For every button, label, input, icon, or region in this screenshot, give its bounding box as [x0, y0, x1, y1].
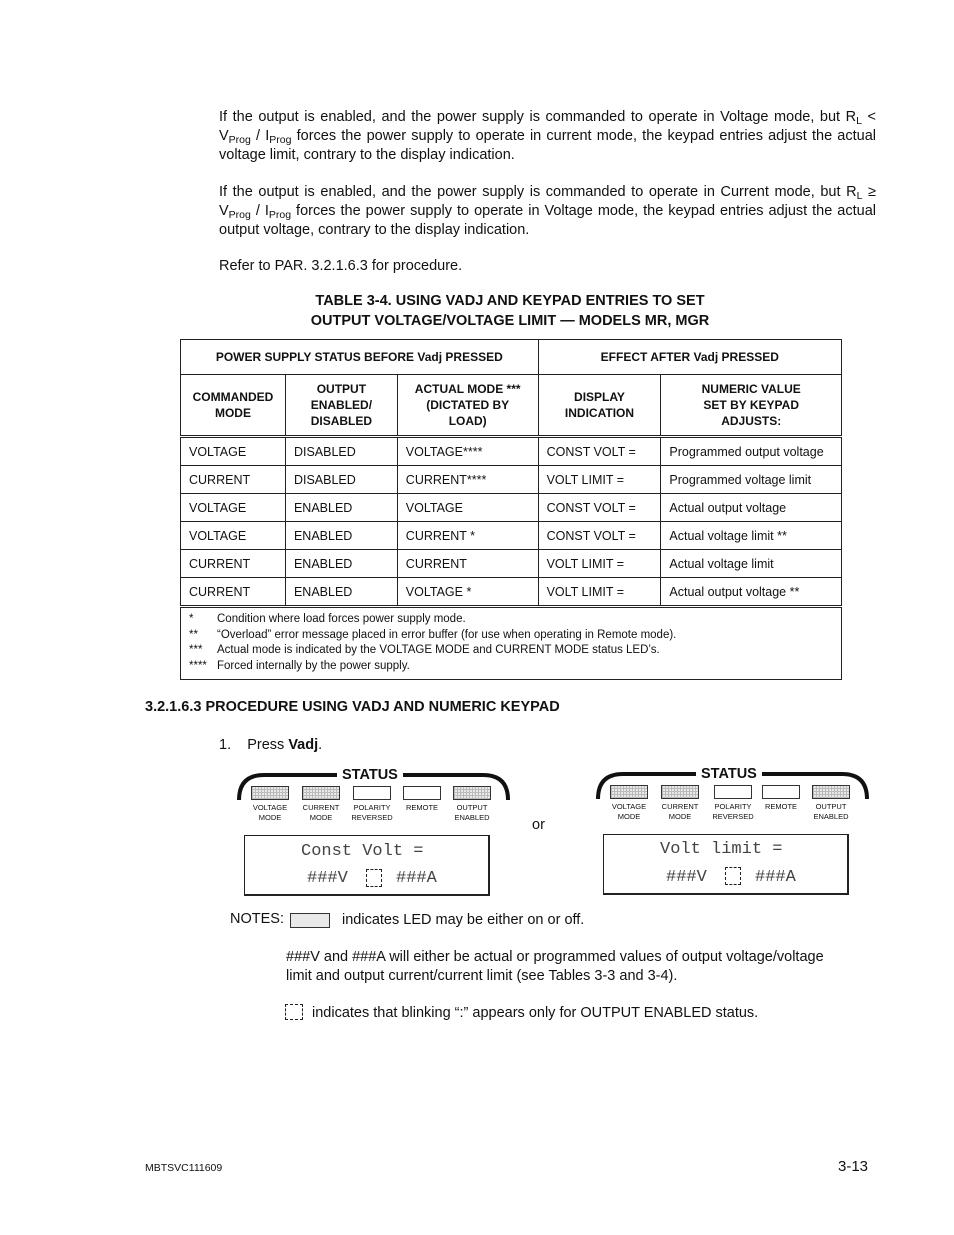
key-vadj: Vadj: [288, 737, 319, 753]
table-note: ** “Overload” error message placed in error buffer (for use when operating in Remote mode).: [189, 628, 677, 641]
column-header: DISPLAY INDICATION: [538, 375, 661, 437]
table-cell: Actual output voltage: [661, 494, 842, 522]
table-cell: ENABLED: [285, 578, 397, 607]
table-cell: CURRENT****: [397, 466, 538, 494]
table-row: [181, 578, 842, 607]
table-row: [181, 466, 842, 494]
notes-label: NOTES:: [230, 911, 284, 927]
table-cell: DISABLED: [285, 466, 397, 494]
table-cell: VOLT LIMIT =: [538, 578, 661, 607]
display-voltage: ###V: [666, 868, 707, 887]
table-title-line2: OUTPUT VOLTAGE/VOLTAGE LIMIT — MODELS MR, MGR: [310, 313, 710, 329]
table-cell: CURRENT: [181, 578, 286, 607]
table-note: * Condition where load forces power supply mode.: [189, 613, 466, 625]
page-number: 3-13: [838, 1158, 869, 1175]
led-swatch-icon: [290, 913, 330, 928]
table-cell: Programmed voltage limit: [661, 466, 842, 494]
table-cell: CURRENT *: [397, 522, 538, 550]
table-cell: CONST VOLT =: [538, 522, 661, 550]
lcd-display: [603, 834, 849, 895]
table-cell: CONST VOLT =: [538, 437, 661, 466]
table-cell: Actual voltage limit: [661, 550, 842, 578]
table-cell: CURRENT: [181, 466, 286, 494]
blinking-colon-icon: [725, 867, 741, 885]
column-header: ACTUAL MODE *** (DICTATED BY LOAD): [397, 375, 538, 437]
blinking-colon-icon: [285, 1004, 303, 1020]
status-panel-volt-limit: [595, 765, 870, 900]
paragraph-refer: Refer to PAR. 3.2.1.6.3 for procedure.: [219, 258, 463, 274]
display-voltage: ###V: [307, 869, 348, 888]
table-cell: VOLTAGE *: [397, 578, 538, 607]
table-cell: CONST VOLT =: [538, 494, 661, 522]
table-cell: CURRENT: [397, 550, 538, 578]
blinking-colon-icon: [366, 869, 382, 887]
led-voltage-mode: VOLTAGE MODE: [604, 785, 654, 822]
table-row: [181, 550, 842, 578]
table-cell: VOLTAGE****: [397, 437, 538, 466]
column-header: OUTPUT ENABLED/ DISABLED: [285, 375, 397, 437]
table-row: [181, 437, 842, 466]
led-current-mode: CURRENT MODE: [655, 785, 705, 822]
table-title-line1: TABLE 3-4. USING VADJ AND KEYPAD ENTRIES TO SET: [315, 293, 705, 309]
led-current-mode: CURRENT MODE: [296, 786, 346, 823]
paragraph-voltage-mode: If the output is enabled, and the power supply is commanded to operate in Voltage mode, but $R_L < V_{Prog} / I_{Prog}$ forces the power supply to operate in current mode, the keypad entries adjust the actual voltage limit, contrary to the display indication.: [219, 109, 876, 163]
display-current: ###A: [755, 868, 796, 887]
table-cell: ENABLED: [285, 550, 397, 578]
or-label: or: [532, 817, 545, 833]
led-polarity-reversed: POLARITY REVERSED: [347, 786, 397, 823]
table-cell: VOLTAGE: [181, 522, 286, 550]
display-line1: Volt limit =: [660, 840, 783, 859]
table-cell: Programmed output voltage: [661, 437, 842, 466]
note-blinking: indicates that blinking “:” appears only for OUTPUT ENABLED status.: [312, 1005, 759, 1021]
table-cell: CURRENT: [181, 550, 286, 578]
table-cell: ENABLED: [285, 494, 397, 522]
group-header-status: POWER SUPPLY STATUS BEFORE Vadj PRESSED: [181, 340, 539, 375]
column-header: COMMANDED MODE: [181, 375, 286, 437]
table-cell: Actual output voltage **: [661, 578, 842, 607]
column-header: NUMERIC VALUE SET BY KEYPAD ADJUSTS:: [661, 375, 842, 437]
led-remote: REMOTE: [756, 785, 806, 812]
display-line1: Const Volt =: [301, 842, 424, 861]
led-output-enabled: OUTPUT ENABLED: [806, 785, 856, 822]
table-cell: DISABLED: [285, 437, 397, 466]
vadj-table: [180, 339, 842, 680]
table-cell: Actual voltage limit **: [661, 522, 842, 550]
table-cell: ENABLED: [285, 522, 397, 550]
led-output-enabled: OUTPUT ENABLED: [447, 786, 497, 823]
table-note: *** Actual mode is indicated by the VOLTAGE MODE and CURRENT MODE status LED’s.: [189, 644, 660, 656]
table-cell: VOLTAGE: [181, 437, 286, 466]
group-header-effect: EFFECT AFTER Vadj PRESSED: [538, 340, 841, 375]
status-label: STATUS: [337, 766, 403, 784]
lcd-display: [244, 835, 490, 896]
section-heading: 3.2.1.6.3 PROCEDURE USING VADJ AND NUMERIC KEYPAD: [145, 699, 560, 715]
table-row: [181, 522, 842, 550]
table-notes: [181, 607, 842, 680]
display-current: ###A: [396, 869, 437, 888]
led-polarity-reversed: POLARITY REVERSED: [708, 785, 758, 822]
table-row: [181, 494, 842, 522]
table-cell: VOLT LIMIT =: [538, 550, 661, 578]
document-id: MBTSVC111609: [145, 1162, 223, 1174]
note-led-swatch: indicates LED may be either on or off.: [342, 912, 585, 928]
table-cell: VOLT LIMIT =: [538, 466, 661, 494]
status-panel-const-volt: [236, 766, 511, 901]
paragraph-current-mode: If the output is enabled, and the power supply is commanded to operate in Current mode, but $R_L \ge V_{Prog} / I_{Prog}$ forces the power supply to operate in Voltage mode, the keypad entries adjust the actual output voltage, contrary to the display indication.: [219, 184, 876, 238]
led-remote: REMOTE: [397, 786, 447, 813]
table-cell: VOLTAGE: [181, 494, 286, 522]
status-label: STATUS: [696, 765, 762, 783]
table-note: **** Forced internally by the power supply.: [189, 659, 410, 672]
led-voltage-mode: VOLTAGE MODE: [245, 786, 295, 823]
note-values-2: limit and output current/current limit (see Tables 3-3 and 3-4).: [286, 968, 678, 984]
table-cell: VOLTAGE: [397, 494, 538, 522]
step-1: 1. Press Vadj.: [219, 737, 323, 753]
note-values-1: ###V and ###A will either be actual or programmed values of output voltage/voltage: [286, 949, 824, 965]
